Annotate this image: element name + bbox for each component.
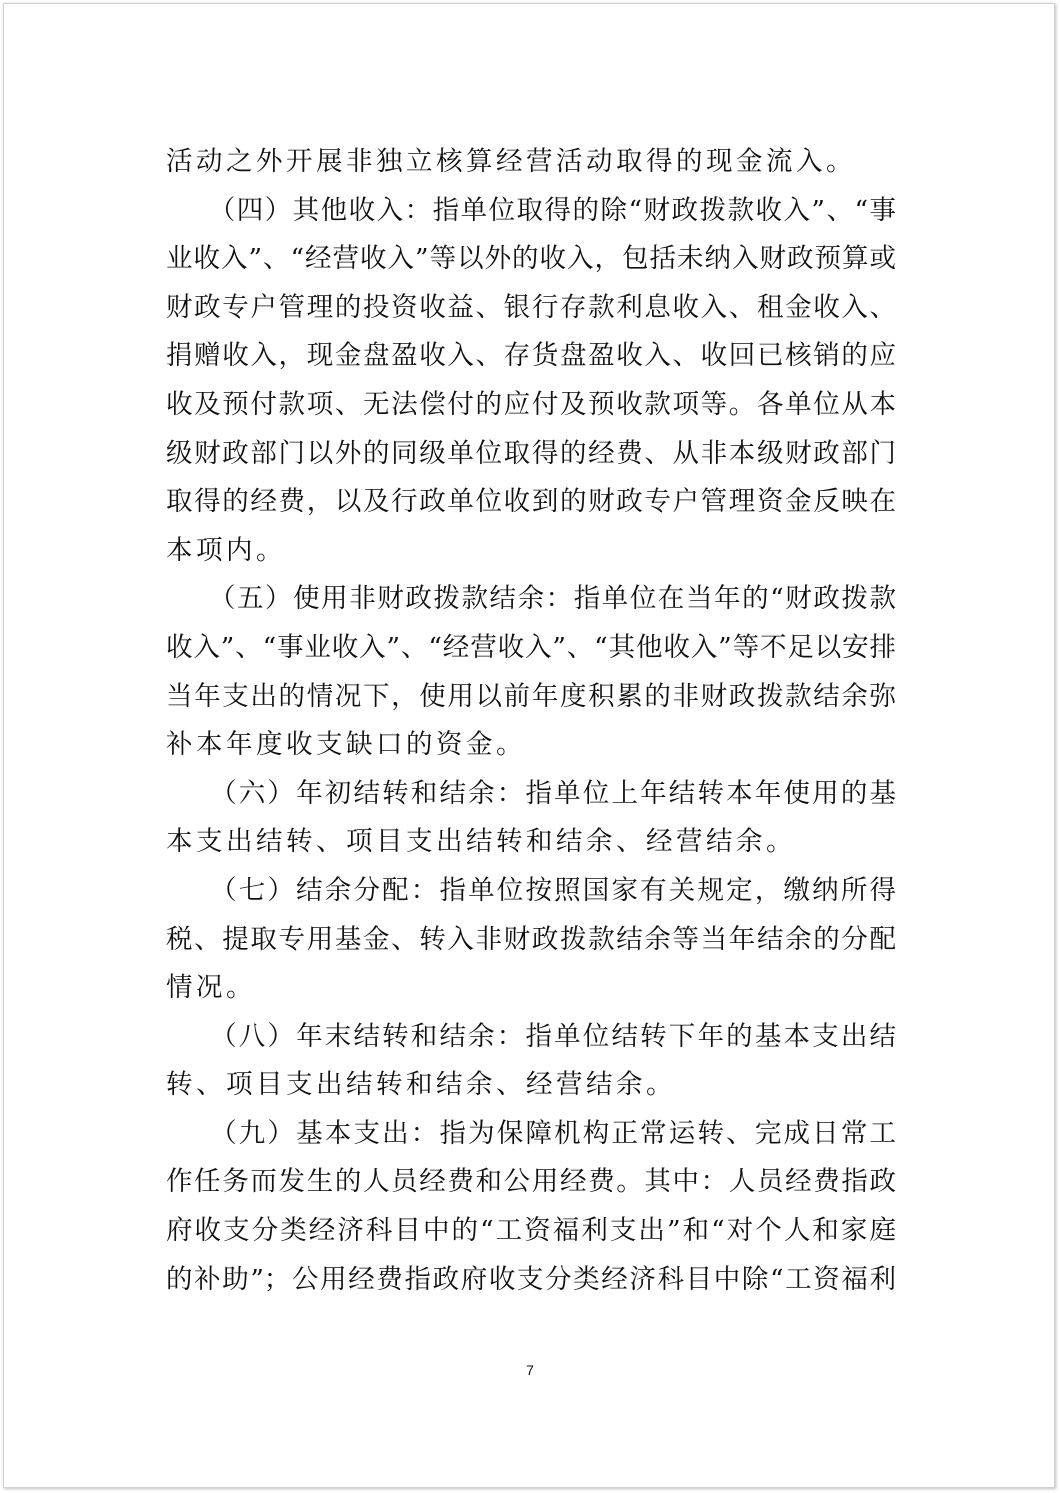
- paragraph: [166, 138, 896, 187]
- text-line: 收入”、“事业收入”、“经营收入”、“其他收入”等不足以安排: [166, 631, 896, 663]
- text-line: 取得的经费，以及行政单位收到的财政专户管理资金反映在: [166, 486, 896, 518]
- text-line: 府收支分类经济科目中的“工资福利支出”和“对个人和家庭: [166, 1215, 896, 1247]
- text-line: 转、项目支出结转和结余、经营结余。: [166, 1069, 676, 1101]
- text-line: 当年支出的情况下，使用以前年度积累的非财政拨款结余弥: [166, 680, 896, 712]
- paragraph: [166, 867, 896, 1013]
- text-line: 作任务而发生的人员经费和公用经费。其中：人员经费指政: [166, 1166, 896, 1198]
- text-line: 捐赠收入，现金盘盈收入、存货盘盈收入、收回已核销的应: [166, 340, 896, 372]
- paragraph: [166, 575, 896, 769]
- text-line: 收及预付款项、无法偿付的应付及预收款项等。各单位从本: [166, 388, 896, 420]
- text-line: 本项内。: [166, 534, 286, 566]
- text-line: 税、提取专用基金、转入非财政拨款结余等当年结余的分配: [166, 923, 896, 955]
- text-line: （八）年末结转和结余：指单位结转下年的基本支出结: [166, 1020, 896, 1052]
- text-line: （六）年初结转和结余：指单位上年结转本年使用的基: [166, 777, 896, 809]
- page-number: 7: [526, 1362, 534, 1378]
- document-body: [166, 138, 896, 1304]
- text-line: （九）基本支出：指为保障机构正常运转、完成日常工: [166, 1117, 896, 1149]
- paragraph: [166, 1110, 896, 1304]
- paragraph: [166, 187, 896, 576]
- text-line: 情况。: [166, 972, 256, 1004]
- text-line: 本支出结转、项目支出结转和结余、经营结余。: [166, 826, 796, 858]
- text-line: （七）结余分配：指单位按照国家有关规定，缴纳所得: [166, 874, 896, 906]
- paragraph: [166, 770, 896, 867]
- text-line: （五）使用非财政拨款结余：指单位在当年的“财政拨款: [166, 583, 896, 615]
- text-line: 补本年度收支缺口的资金。: [166, 729, 526, 761]
- text-line: 业收入”、“经营收入”等以外的收入，包括未纳入财政预算或: [166, 243, 896, 275]
- text-line: 的补助”；公用经费指政府收支分类经济科目中除“工资福利: [166, 1263, 896, 1295]
- paragraph: [166, 1013, 896, 1110]
- text-line: 活动之外开展非独立核算经营活动取得的现金流入。: [166, 146, 856, 177]
- text-line: 财政专户管理的投资收益、银行存款利息收入、租金收入、: [166, 291, 896, 323]
- text-line: 级财政部门以外的同级单位取得的经费、从非本级财政部门: [166, 437, 896, 469]
- text-line: （四）其他收入：指单位取得的除“财政拨款收入”、“事: [166, 194, 896, 226]
